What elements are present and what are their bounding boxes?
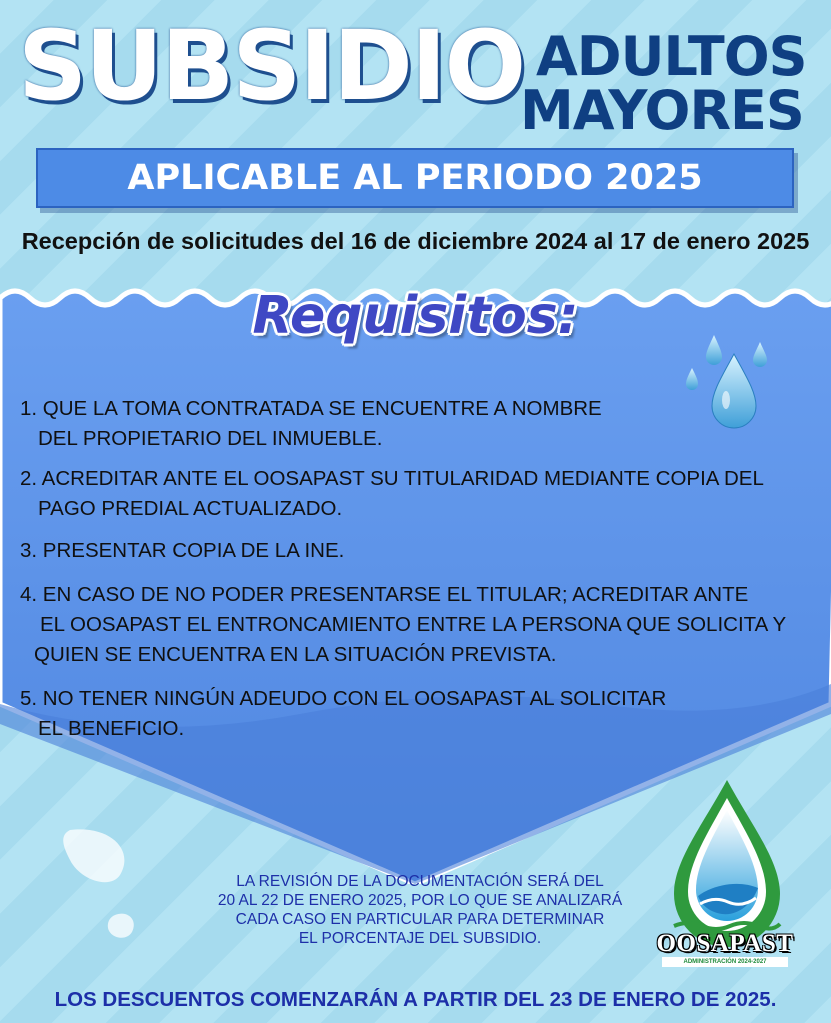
requirement-4-line2: EL OOSAPAST EL ENTRONCAMIENTO ENTRE LA PERSONA QUE SOLICITA Y: [40, 613, 787, 636]
requirements-title: Requisitos:: [252, 286, 579, 346]
requirement-4: [20, 580, 786, 670]
title-subsidio: SUBSIDIO: [18, 10, 525, 122]
requirement-1-line2: DEL PROPIETARIO DEL INMUEBLE.: [38, 427, 383, 450]
reception-dates: Recepción de solicitudes del 16 de diciembre 2024 al 17 de enero 2025: [21, 228, 810, 254]
requirement-3: [20, 536, 344, 566]
requirement-2: [20, 464, 764, 524]
review-note-line3: CADA CASO EN PARTICULAR PARA DETERMINAR: [235, 911, 605, 928]
review-note-line2: 20 AL 22 DE ENERO 2025, POR LO QUE SE ANALIZARÁ: [217, 892, 623, 909]
logo-subtitle: ADMINISTRACIÓN 2024-2027: [662, 957, 788, 967]
water-drops-icon: [676, 330, 776, 440]
requirement-2-line1: 2. ACREDITAR ANTE EL OOSAPAST SU TITULARIDAD MEDIANTE COPIA DEL: [20, 467, 764, 490]
requirement-1-line1: 1. QUE LA TOMA CONTRATADA SE ENCUENTRE A NOMBRE: [20, 397, 602, 420]
splash-icon: [50, 820, 150, 950]
requirement-3-line1: 3. PRESENTAR COPIA DE LA INE.: [20, 539, 345, 562]
title-adultos: ADULTOS: [536, 25, 807, 88]
review-note-line1: LA REVISIÓN DE LA DOCUMENTACIÓN SERÁ DEL: [236, 873, 604, 890]
requirement-5: [20, 684, 666, 744]
title-mayores: MAYORES: [520, 79, 804, 142]
requirement-1: [20, 394, 602, 454]
period-banner: [36, 148, 794, 208]
requirement-2-line2: PAGO PREDIAL ACTUALIZADO.: [38, 497, 343, 520]
requirement-4-line1: 4. EN CASO DE NO PODER PRESENTARSE EL TITULAR; ACREDITAR ANTE: [20, 583, 749, 606]
footer-discount-note: LOS DESCUENTOS COMENZARÁN A PARTIR DEL 23 DE ENERO DE 2025.: [54, 988, 777, 1011]
review-note-line4: EL PORCENTAJE DEL SUBSIDIO.: [298, 930, 542, 947]
logo-name: OOSAPAST: [656, 930, 794, 957]
requirement-5-line2: EL BENEFICIO.: [38, 717, 185, 740]
requirement-5-line1: 5. NO TENER NINGÚN ADEUDO CON EL OOSAPAST AL SOLICITAR: [20, 687, 667, 710]
period-text: APLICABLE AL PERIODO 2025: [127, 158, 703, 198]
requirement-4-line3: QUIEN SE ENCUENTRA EN LA SITUACIÓN PREVISTA.: [34, 643, 557, 666]
review-note: [200, 872, 640, 948]
